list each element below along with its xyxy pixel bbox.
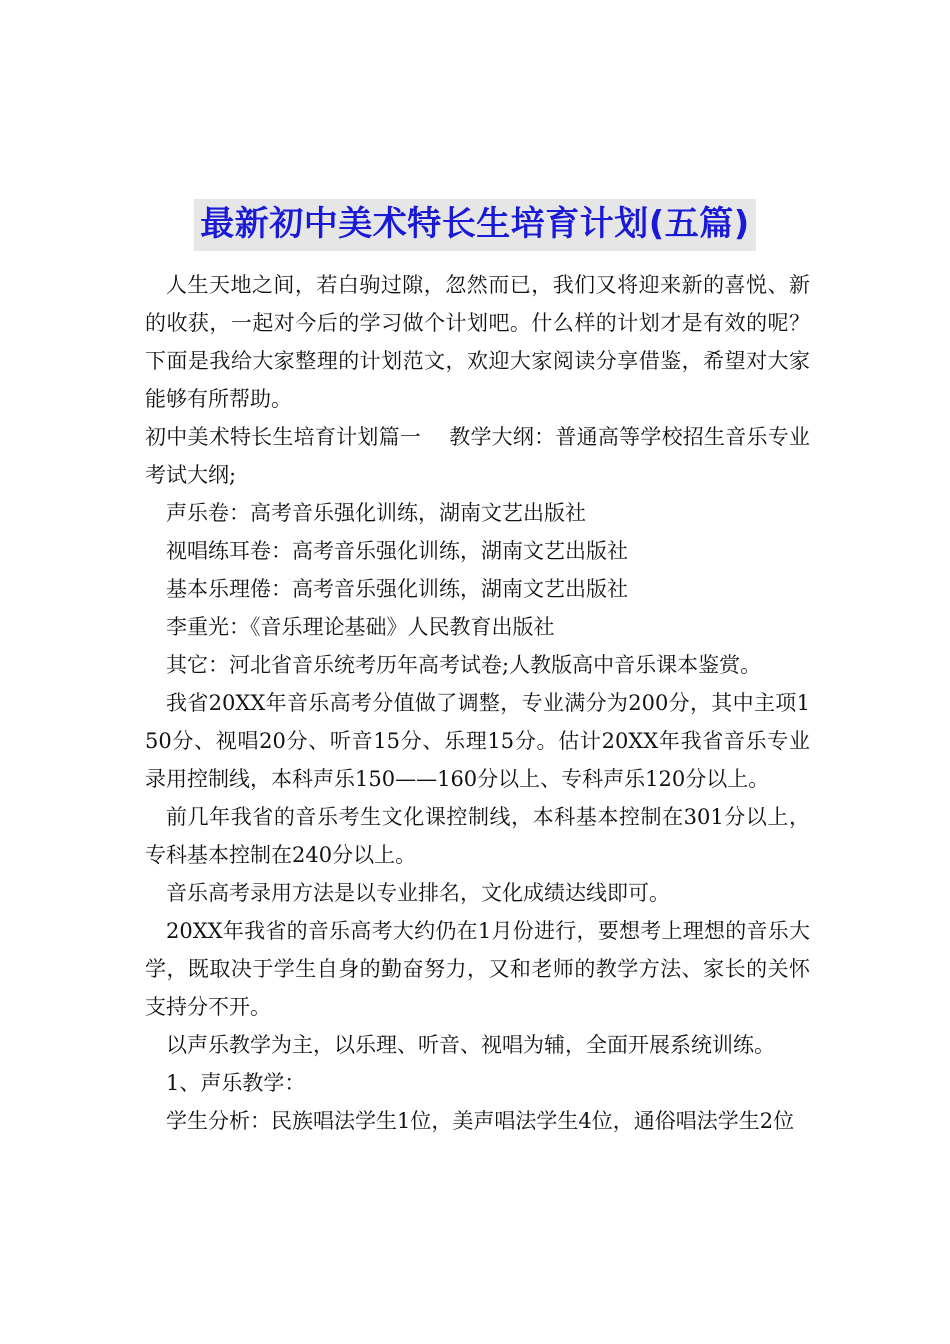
paragraph: 前几年我省的音乐考生文化课控制线，本科基本控制在301分以上，专科基本控制在240分以上。 [145, 805, 810, 867]
paragraph: 1、声乐教学： [166, 1071, 306, 1095]
paragraph: 20XX年我省的音乐高考大约仍在1月份进行，要想考上理想的音乐大学，既取决于学生自身的勤奋努力，又和老师的教学方法、家长的关怀支持分不开。 [145, 919, 810, 1019]
document-title: 最新初中美术特长生培育计划(五篇) [194, 199, 756, 251]
paragraph: 基本乐理倦：高考音乐强化训练，湖南文艺出版社 [166, 577, 628, 601]
paragraph: 我省20XX年音乐高考分值做了调整，专业满分为200分，其中主项150分、视唱20分、听音15分、乐理15分。估计20XX年我省音乐专业录用控制线，本科声乐150——160分以上、专科声乐120分以上。 [145, 691, 810, 791]
paragraph: 学生分析：民族唱法学生1位，美声唱法学生4位，通俗唱法学生2位 [166, 1109, 795, 1133]
paragraph: 初中美术特长生培育计划篇一 教学大纲：普通高等学校招生音乐专业考试大纲; [145, 425, 810, 487]
paragraph: 音乐高考录用方法是以专业排名，文化成绩达线即可。 [166, 881, 670, 905]
paragraph: 人生天地之间，若白驹过隙，忽然而已，我们又将迎来新的喜悦、新的收获，一起对今后的学习做个计划吧。什么样的计划才是有效的呢？下面是我给大家整理的计划范文，欢迎大家阅读分享借鉴，希望对大家能够有所帮助。 [145, 273, 810, 411]
paragraph: 视唱练耳卷：高考音乐强化训练，湖南文艺出版社 [166, 539, 628, 563]
paragraph: 李重光：《音乐理论基础》人民教育出版社 [166, 615, 555, 639]
paragraph: 以声乐教学为主，以乐理、听音、视唱为辅，全面开展系统训练。 [166, 1033, 775, 1057]
paragraph: 其它：河北省音乐统考历年高考试卷;人教版高中音乐课本鉴赏。 [166, 653, 762, 677]
title-wrapper [0, 176, 950, 274]
paragraph: 声乐卷：高考音乐强化训练，湖南文艺出版社 [166, 501, 586, 525]
document-body [145, 266, 810, 1140]
